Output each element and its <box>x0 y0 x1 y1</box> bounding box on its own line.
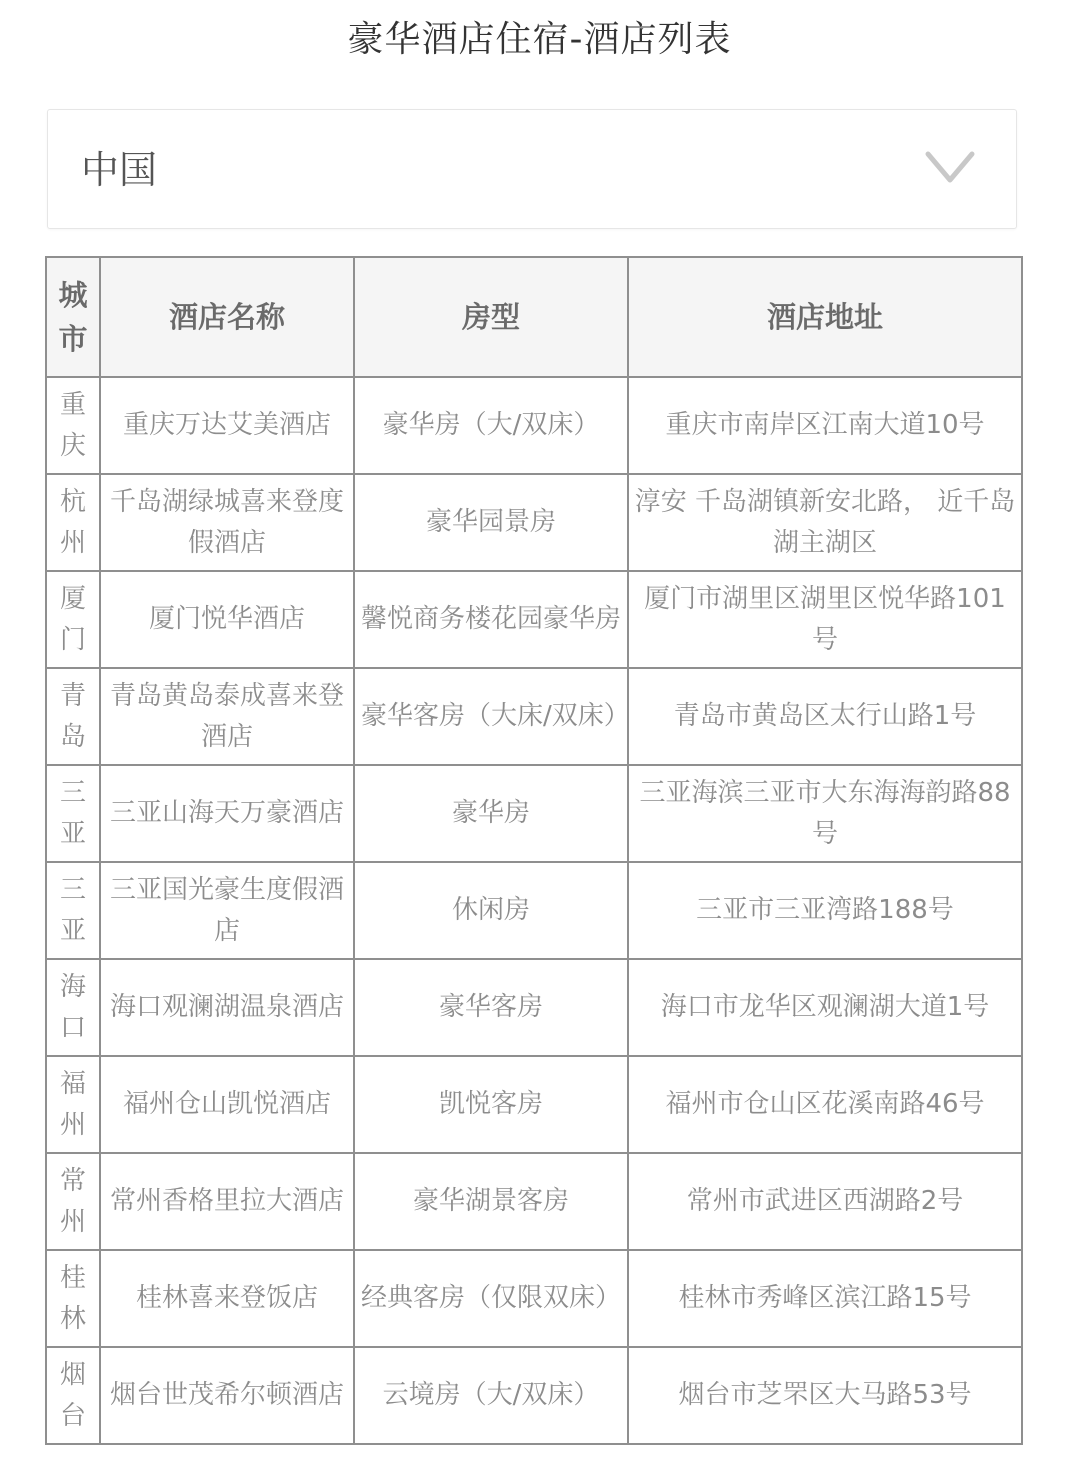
cell-city: 常州 <box>46 1153 100 1250</box>
cell-address: 三亚市三亚湾路188号 <box>628 862 1022 959</box>
cell-address: 三亚海滨三亚市大东海海韵路88号 <box>628 765 1022 862</box>
cell-city: 三亚 <box>46 862 100 959</box>
cell-city: 杭州 <box>46 474 100 571</box>
hotel-table <box>45 256 1023 1445</box>
cell-room-type: 豪华湖景客房 <box>354 1153 628 1250</box>
header-city: 城市 <box>46 257 100 377</box>
table-row <box>46 1250 1022 1347</box>
cell-address: 烟台市芝罘区大马路53号 <box>628 1347 1022 1444</box>
cell-room-type: 豪华客房（大床/双床） <box>354 668 628 765</box>
cell-hotel-name: 青岛黄岛泰成喜来登酒店 <box>100 668 354 765</box>
cell-city: 厦门 <box>46 571 100 668</box>
cell-address: 海口市龙华区观澜湖大道1号 <box>628 959 1022 1056</box>
cell-room-type: 凯悦客房 <box>354 1056 628 1153</box>
table-row <box>46 765 1022 862</box>
table-header-row <box>46 257 1022 377</box>
cell-room-type: 经典客房（仅限双床） <box>354 1250 628 1347</box>
cell-address: 淳安 千岛湖镇新安北路， 近千岛湖主湖区 <box>628 474 1022 571</box>
cell-address: 常州市武进区西湖路2号 <box>628 1153 1022 1250</box>
cell-hotel-name: 三亚山海天万豪酒店 <box>100 765 354 862</box>
chevron-down-icon <box>924 148 976 188</box>
cell-address: 厦门市湖里区湖里区悦华路101号 <box>628 571 1022 668</box>
cell-address: 重庆市南岸区江南大道10号 <box>628 377 1022 474</box>
cell-room-type: 豪华园景房 <box>354 474 628 571</box>
cell-room-type: 豪华房（大/双床） <box>354 377 628 474</box>
cell-hotel-name: 常州香格里拉大酒店 <box>100 1153 354 1250</box>
cell-room-type: 豪华客房 <box>354 959 628 1056</box>
header-hotel-name: 酒店名称 <box>100 257 354 377</box>
table-row <box>46 1347 1022 1444</box>
table-row <box>46 959 1022 1056</box>
cell-hotel-name: 千岛湖绿城喜来登度假酒店 <box>100 474 354 571</box>
header-address: 酒店地址 <box>628 257 1022 377</box>
cell-hotel-name: 厦门悦华酒店 <box>100 571 354 668</box>
cell-hotel-name: 桂林喜来登饭店 <box>100 1250 354 1347</box>
cell-room-type: 豪华房 <box>354 765 628 862</box>
cell-hotel-name: 海口观澜湖温泉酒店 <box>100 959 354 1056</box>
cell-city: 烟台 <box>46 1347 100 1444</box>
cell-address: 福州市仓山区花溪南路46号 <box>628 1056 1022 1153</box>
cell-hotel-name: 重庆万达艾美酒店 <box>100 377 354 474</box>
table-row <box>46 1153 1022 1250</box>
country-select-value: 中国 <box>81 148 158 192</box>
cell-address: 青岛市黄岛区太行山路1号 <box>628 668 1022 765</box>
table-row <box>46 571 1022 668</box>
cell-address: 桂林市秀峰区滨江路15号 <box>628 1250 1022 1347</box>
cell-city: 三亚 <box>46 765 100 862</box>
table-row <box>46 377 1022 474</box>
table-row <box>46 668 1022 765</box>
table-row <box>46 474 1022 571</box>
country-select-dropdown[interactable] <box>47 109 1017 229</box>
cell-room-type: 云境房（大/双床） <box>354 1347 628 1444</box>
header-room-type: 房型 <box>354 257 628 377</box>
cell-city: 桂林 <box>46 1250 100 1347</box>
cell-room-type: 馨悦商务楼花园豪华房 <box>354 571 628 668</box>
cell-hotel-name: 三亚国光豪生度假酒店 <box>100 862 354 959</box>
cell-room-type: 休闲房 <box>354 862 628 959</box>
cell-city: 重庆 <box>46 377 100 474</box>
cell-city: 福州 <box>46 1056 100 1153</box>
cell-city: 海口 <box>46 959 100 1056</box>
table-row <box>46 862 1022 959</box>
cell-hotel-name: 烟台世茂希尔顿酒店 <box>100 1347 354 1444</box>
cell-hotel-name: 福州仓山凯悦酒店 <box>100 1056 354 1153</box>
cell-city: 青岛 <box>46 668 100 765</box>
table-row <box>46 1056 1022 1153</box>
page-title: 豪华酒店住宿-酒店列表 <box>347 19 732 60</box>
